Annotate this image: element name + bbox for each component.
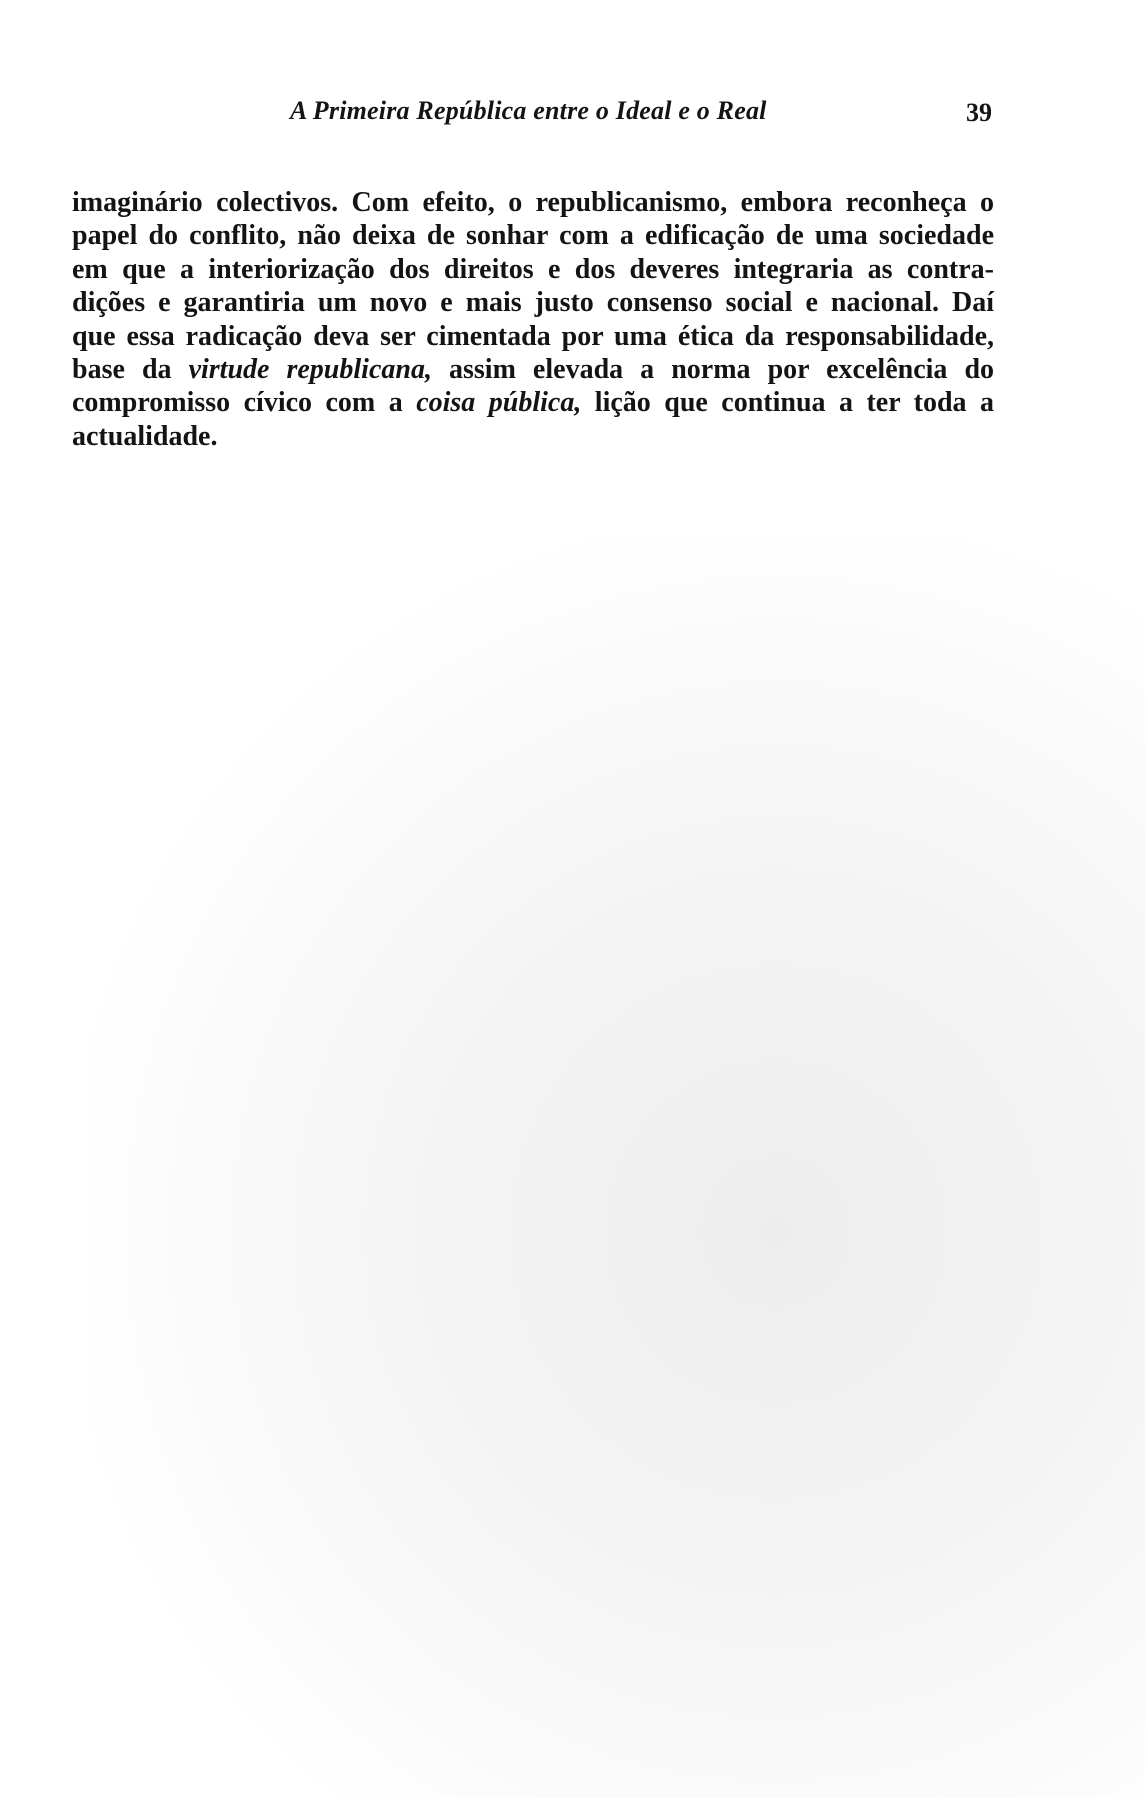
text-line: [72, 386, 994, 419]
text-segment: compromisso cívico com a: [72, 387, 417, 419]
scan-shading: [90, 540, 1145, 1798]
text-line: papel do conflito, não deixa de sonhar com a edificação de uma sociedade: [72, 220, 994, 252]
text-line: [72, 353, 994, 386]
text-line: em que a interiorização dos direitos e dos deveres integraria as contra-: [72, 253, 994, 285]
text-line: imaginário colectivos. Com efeito, o republicanismo, embora reconheça o: [72, 187, 994, 218]
page-number: 39: [966, 98, 992, 127]
text-segment: base da: [72, 353, 189, 385]
text-line: actualidade.: [72, 420, 218, 452]
running-header-title: A Primeira República entre o Ideal e o Real: [290, 96, 767, 125]
text-line: que essa radicação deva ser cimentada por uma ética da responsabilidade,: [72, 320, 994, 352]
italic-term-coisa-publica: coisa pública,: [416, 387, 582, 419]
text-segment: assim elevada a norma por excelência do: [431, 353, 995, 385]
italic-term-virtude-republicana: virtude republicana,: [188, 353, 432, 385]
text-line: dições e garantiria um novo e mais justo consenso social e nacional. Daí: [72, 287, 994, 319]
text-segment: lição que continua a ter toda a: [581, 387, 994, 419]
body-paragraph: [72, 186, 994, 453]
